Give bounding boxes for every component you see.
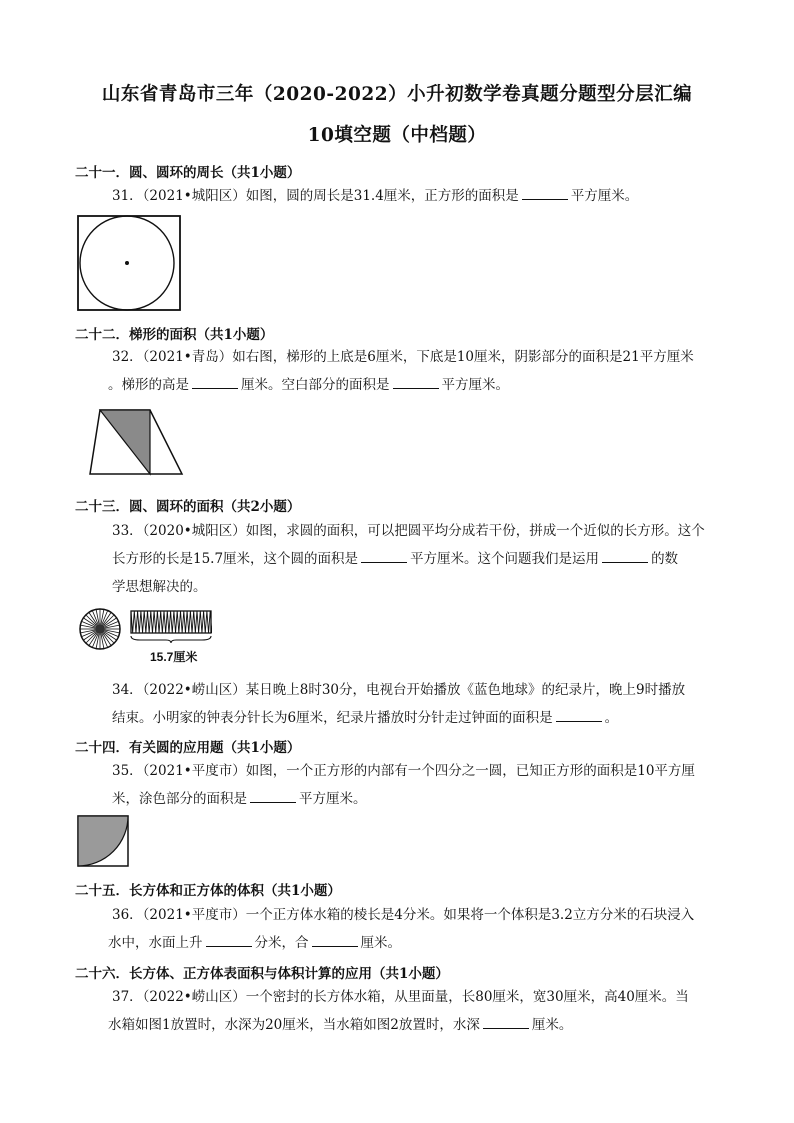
section-21-heading: 二十一．圆、圆环的周长（共1小题）	[75, 165, 301, 181]
q36-text-a: 水中，水面上升	[108, 935, 203, 951]
q31-answer-blank[interactable]	[522, 185, 568, 200]
q36-answer-blank-1[interactable]	[206, 932, 252, 947]
q37-line-2	[108, 1011, 722, 1039]
q35-line-2	[112, 785, 722, 813]
section-24-heading: 二十四．有关圆的应用题（共1小题）	[75, 740, 301, 756]
rectangle-length-label: 15.7厘米	[150, 650, 198, 664]
q37-text-a: 水箱如图1放置时，水深为20厘米，当水箱如图2放置时，水深	[108, 1017, 480, 1033]
q33-line-1: 33．（2020•城阳区）如图，求圆的面积，可以把圆平均分成若干份，拼成一个近似的长方形。这个	[112, 523, 705, 539]
q35-line-1: 35．（2021•平度市）如图，一个正方形的内部有一个四分之一圆，已知正方形的面积是10平方厘	[112, 763, 695, 779]
q32-line-1: 32．（2021•青岛）如右图，梯形的上底是6厘米，下底是10厘米，阴影部分的面积是21平方厘米	[112, 349, 694, 365]
question-32	[108, 343, 722, 399]
quarter-circle-figure	[77, 815, 129, 867]
section-25-heading: 二十五．长方体和正方体的体积（共1小题）	[75, 883, 341, 899]
question-31	[112, 182, 722, 210]
q33-line-3: 学思想解决的。	[112, 579, 207, 595]
q36-text-c: 厘米。	[360, 935, 401, 951]
q35-text-a: 米，涂色部分的面积是	[112, 791, 247, 807]
question-36	[108, 901, 722, 957]
q32-answer-blank-1[interactable]	[192, 374, 238, 389]
q34-text-b: 。	[604, 710, 619, 726]
q34-line-1: 34．（2022•崂山区）某日晚上8时30分，电视台开始播放《蓝色地球》的纪录片，晚上9时播放	[112, 682, 686, 698]
q33-text-b: 平方厘米。这个问题我们是运用	[410, 551, 600, 567]
circle-sectors-figure	[78, 607, 122, 651]
q33-line-2	[112, 545, 722, 573]
q32-text-b: 厘米。空白部分的面积是	[241, 377, 390, 393]
q32-text-a: 。梯形的高是	[108, 377, 189, 393]
q35-answer-blank[interactable]	[250, 788, 296, 803]
question-37	[108, 983, 722, 1039]
q34-answer-blank[interactable]	[556, 707, 602, 722]
q33-answer-blank-2[interactable]	[602, 548, 648, 563]
trapezoid-figure	[88, 408, 184, 478]
q32-answer-blank-2[interactable]	[393, 374, 439, 389]
question-34	[112, 676, 722, 732]
q33-text-a: 长方形的长是15.7厘米，这个圆的面积是	[112, 551, 359, 567]
page-subtitle: 10填空题（中档题）	[307, 125, 487, 146]
q33-text-c: 的数	[651, 551, 679, 567]
q37-line-1: 37．（2022•崂山区）一个密封的长方体水箱，从里面量，长80厘米，宽30厘米，高40厘米。当	[112, 989, 689, 1005]
q33-answer-blank-1[interactable]	[361, 548, 407, 563]
section-23-heading: 二十三．圆、圆环的面积（共2小题）	[75, 499, 301, 515]
circle-in-square-figure	[76, 214, 182, 312]
q36-line-1: 36．（2021•平度市）一个正方体水箱的棱长是4分米。如果将一个体积是3.2立方分米的石块浸入	[112, 907, 695, 923]
q32-line-2	[108, 371, 722, 399]
section-22-heading: 二十二．梯形的面积（共1小题）	[75, 327, 274, 343]
q37-answer-blank[interactable]	[483, 1014, 529, 1029]
q34-text-a: 结束。小明家的钟表分针长为6厘米，纪录片播放时分针走过钟面的面积是	[112, 710, 553, 726]
question-35	[112, 757, 722, 813]
q32-text-c: 平方厘米。	[441, 377, 509, 393]
q31-text-a: 31．（2021•城阳区）如图，圆的周长是31.4厘米，正方形的面积是	[112, 188, 519, 204]
q34-line-2	[112, 704, 722, 732]
question-33	[112, 517, 722, 601]
q36-answer-blank-2[interactable]	[312, 932, 358, 947]
approximate-rectangle-figure	[130, 610, 212, 644]
section-26-heading: 二十六．长方体、正方体表面积与体积计算的应用（共1小题）	[75, 966, 449, 982]
q35-text-b: 平方厘米。	[299, 791, 367, 807]
q31-text-b: 平方厘米。	[570, 188, 639, 204]
page-title: 山东省青岛市三年（2020-2022）小升初数学卷真题分题型分层汇编	[101, 84, 693, 105]
q36-line-2	[108, 929, 722, 957]
q36-text-b: 分米，合	[254, 935, 309, 951]
q37-text-b: 厘米。	[531, 1017, 573, 1033]
